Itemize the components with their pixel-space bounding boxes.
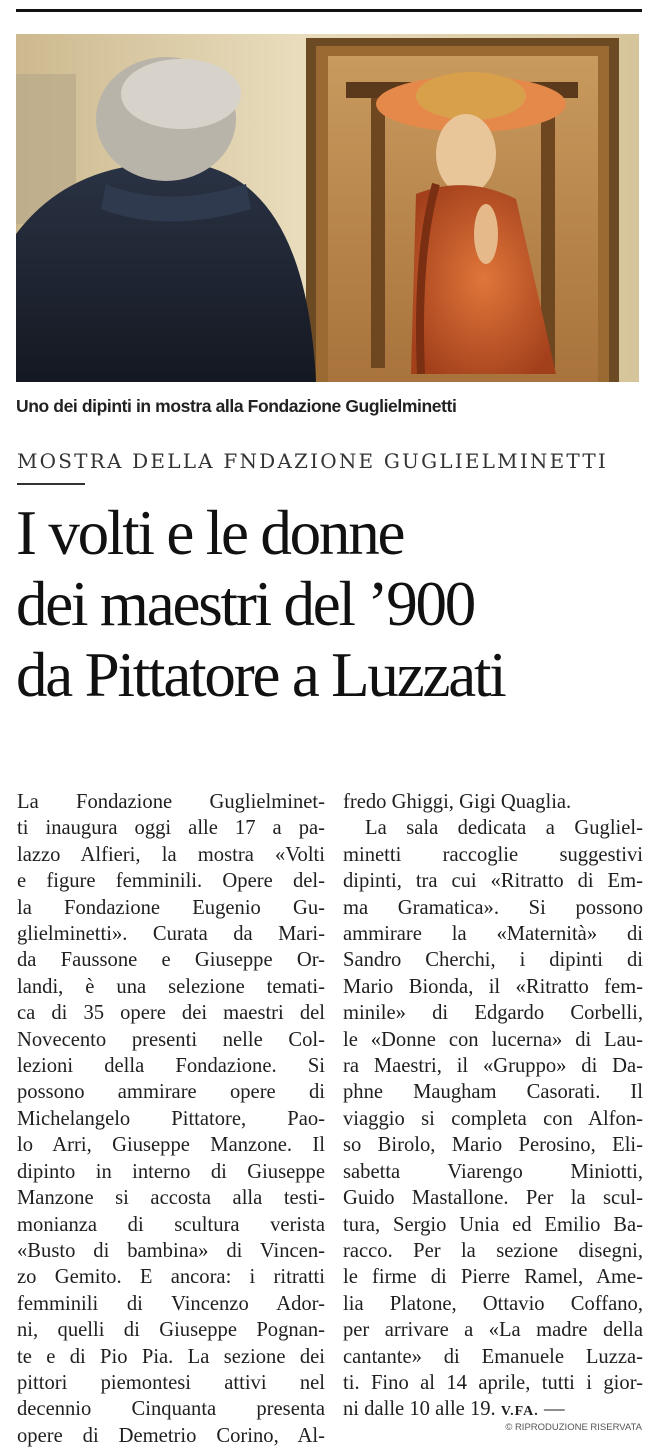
body-line: per arrivare a «La madre della xyxy=(343,1319,643,1342)
body-line: ra Maestri, il «Gruppo» di Da- xyxy=(343,1055,643,1078)
body-line: Novecento presenti nelle Col- xyxy=(17,1028,325,1051)
body-line: la Fondazione Eugenio Gu- xyxy=(17,896,325,919)
body-line: lezioni della Fondazione. Si xyxy=(17,1055,325,1078)
body-line: zo Gemito. E ancora: i ritratti xyxy=(17,1266,325,1289)
body-line: Sandro Cherchi, i dipinti di xyxy=(343,949,643,972)
body-line: lo Arri, Giuseppe Manzone. Il xyxy=(17,1134,325,1157)
body-column-left xyxy=(17,789,325,1449)
headline-line: da Pittatore a Luzzati xyxy=(16,640,505,710)
body-line: racco. Per la sezione disegni, xyxy=(343,1239,643,1262)
headline-line: dei maestri del ’900 xyxy=(16,569,475,639)
body-line: le «Donne con lucerna» di Lau- xyxy=(343,1028,643,1051)
body-line: phne Maugham Casorati. Il xyxy=(343,1081,643,1104)
body-line: e figure femminili. Opere del- xyxy=(17,870,325,893)
kicker-rule xyxy=(17,483,85,485)
body-line: «Busto di bambina» di Vincen- xyxy=(17,1239,325,1262)
body-line: decennio Cinquanta presenta xyxy=(17,1398,325,1421)
body-line: minetti raccoglie suggestivi xyxy=(343,843,643,866)
body-line: viaggio si completa con Alfon- xyxy=(343,1107,643,1130)
body-line: glielminetti». Curata da Mari- xyxy=(17,923,325,946)
body-line: ammirare la «Maternità» di xyxy=(343,923,643,946)
body-line: cantante» di Emanuele Luzza- xyxy=(343,1345,643,1368)
body-line: dipinti, tra cui «Ritratto di Em- xyxy=(343,870,643,893)
body-line: ma Gramatica». Si possono xyxy=(343,896,643,919)
body-line: landi, è una selezione temati- xyxy=(17,975,325,998)
article-photo xyxy=(16,34,639,382)
body-line: da Faussone e Giuseppe Or- xyxy=(17,949,325,972)
body-line: pittori piemontesi attivi nel xyxy=(17,1371,325,1394)
body-line: La sala dedicata a Gugliel- xyxy=(365,817,643,840)
body-line: possono ammirare opere di xyxy=(17,1081,325,1104)
body-line: dipinto in interno di Giuseppe xyxy=(17,1160,325,1183)
body-line: Mario Bionda, il «Ritratto fem- xyxy=(343,975,643,998)
body-line: minile» di Edgardo Corbelli, xyxy=(343,1002,643,1025)
headline-line: I volti e le donne xyxy=(16,498,404,568)
body-line: le firme di Pierre Ramel, Ame- xyxy=(343,1266,643,1289)
body-line: Guido Mastallone. Per la scul- xyxy=(343,1187,643,1210)
end-dash: — xyxy=(543,1398,565,1421)
body-line: opere di Demetrio Corino, Al- xyxy=(17,1424,325,1447)
body-line: La Fondazione Guglielminet- xyxy=(17,791,325,813)
body-line: sabetta Viarengo Miniotti, xyxy=(343,1160,643,1183)
body-line: Manzone si accosta alla testi- xyxy=(17,1187,325,1210)
body-line: ti inaugura oggi alle 17 a pa- xyxy=(17,817,325,840)
body-column-right xyxy=(343,789,643,1426)
body-line: ni dalle 10 alle 19. xyxy=(343,1398,496,1421)
body-line: ca di 35 opere dei maestri del xyxy=(17,1002,325,1025)
body-line: femminili di Vincenzo Ador- xyxy=(17,1292,325,1315)
body-line: monianza di scultura verista xyxy=(17,1213,325,1236)
photo-caption: Uno dei dipinti in mostra alla Fondazione Guglielminetti xyxy=(16,396,457,416)
headline xyxy=(16,498,656,711)
kicker: MOSTRA DELLA FNDAZIONE GUGLIELMINETTI xyxy=(17,449,608,473)
body-line: Michelangelo Pittatore, Pao- xyxy=(17,1107,325,1130)
body-line: ni, quelli di Giuseppe Pognan- xyxy=(17,1319,325,1342)
body-line: ti. Fino al 14 aprile, tutti i gior- xyxy=(343,1371,643,1394)
top-rule xyxy=(16,9,642,12)
body-line: lazzo Alfieri, la mostra «Volti xyxy=(17,843,325,866)
body-line: tura, Sergio Unia ed Emilio Ba- xyxy=(343,1213,643,1236)
body-line: lia Platone, Ottavio Coffano, xyxy=(343,1292,643,1315)
body-line: fredo Ghiggi, Gigi Quaglia. xyxy=(343,791,572,813)
copyright-notice: © RIPRODUZIONE RISERVATA xyxy=(505,1422,642,1433)
author-signature: V.FA. xyxy=(500,1404,539,1420)
body-line: te e di Pio Pia. La sezione dei xyxy=(17,1345,325,1368)
body-line: so Birolo, Mario Perosino, Eli- xyxy=(343,1134,643,1157)
painting-photo-icon xyxy=(16,34,639,382)
